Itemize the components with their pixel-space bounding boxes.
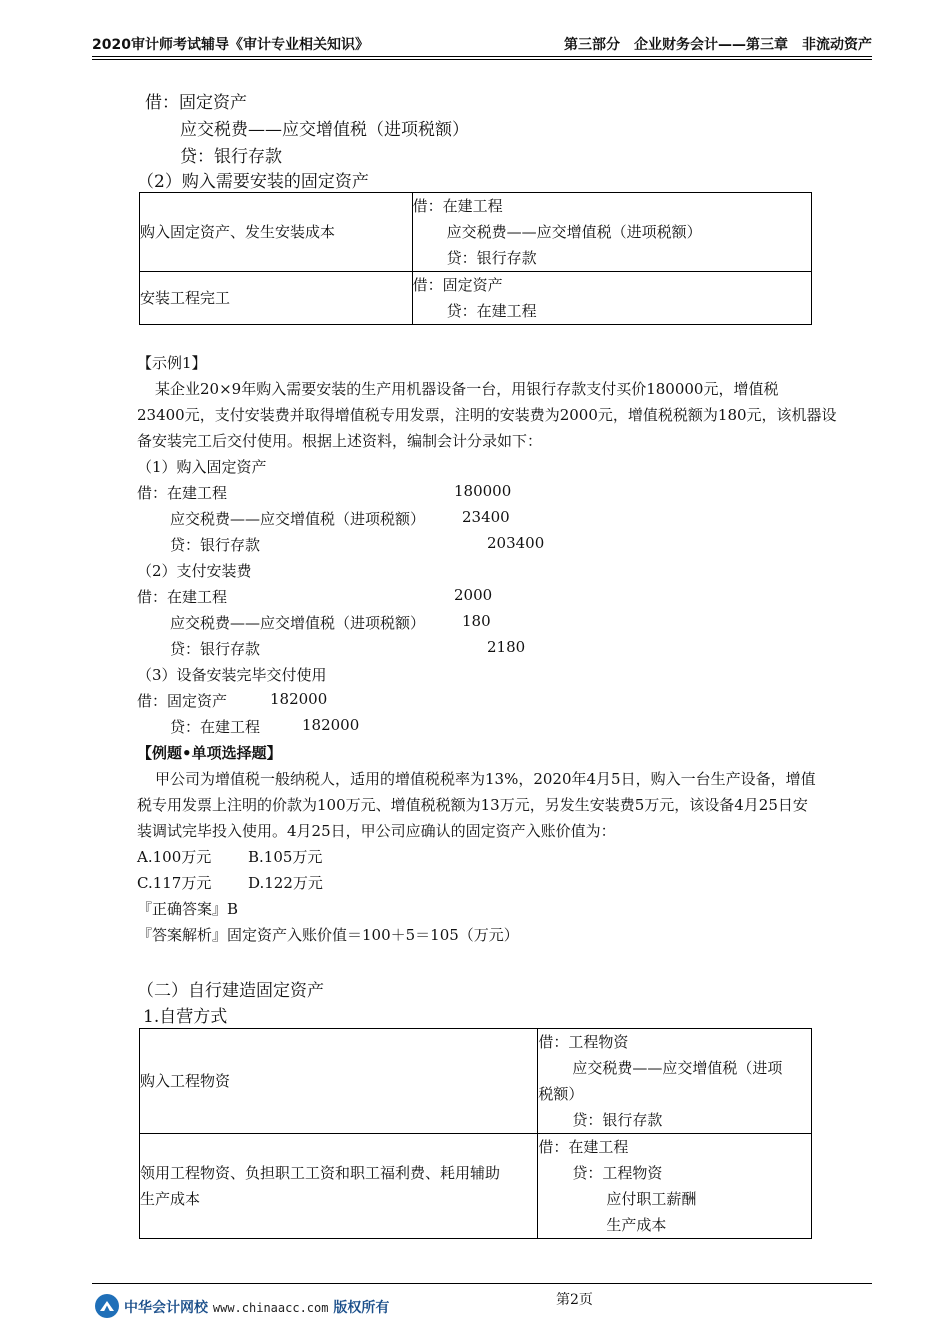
footer-url[interactable]: www.chinaacc.com (212, 1301, 329, 1315)
subsection-self-operated: 1.自营方式 (143, 1007, 228, 1027)
table-cell-right: 借：工程物资 应交税费——应交增值税（进项 税额） 贷：银行存款 (538, 1029, 812, 1134)
question-paragraph-2: 税专用发票上注明的价款为100万元、增值税税额为13万元，另发生安装费5万元，该设备4月25日安 (137, 796, 808, 814)
example-paragraph-3: 备安装完工后交付使用。根据上述资料，编制会计分录如下： (137, 432, 543, 450)
entry-credit-bank: 贷：银行存款 (180, 147, 282, 167)
header-left: 2020审计师考试辅导《审计专业相关知识》 (92, 37, 369, 53)
step-2-debit: 借：在建工程 (137, 588, 228, 606)
footer-rule (92, 1283, 872, 1284)
example-paragraph-2: 23400元，支付安装费并取得增值税专用发票，注明的安装费为2000元，增值税税额为180元，该机器设 (137, 406, 837, 424)
section-title-self-construct: （二）自行建造固定资产 (137, 981, 324, 1001)
step-3-title: （3）设备安装完毕交付使用 (137, 666, 327, 684)
header-rule-thin (92, 59, 872, 60)
question-paragraph-3: 装调试完毕投入使用。4月25日，甲公司应确认的固定资产入账价值为： (137, 822, 616, 840)
step-3-debit-amount: 182000 (270, 690, 328, 708)
option-d: D.122万元 (248, 874, 323, 892)
step-1-debit: 借：在建工程 (137, 484, 228, 502)
step-3-credit: 贷：在建工程 (170, 718, 261, 736)
correct-answer: 『正确答案』B (137, 900, 239, 918)
self-construct-entries-table (139, 1028, 812, 1239)
table-cell-right: 借：固定资产 贷：在建工程 (412, 272, 811, 325)
install-entries-table (139, 192, 812, 325)
option-b: B.105万元 (248, 848, 323, 866)
footer-brand-name: 中华会计网校 (124, 1300, 208, 1316)
step-2-credit-amount: 2180 (487, 638, 526, 656)
table-cell-left: 安装工程完工 (140, 272, 413, 325)
option-c: C.117万元 (137, 874, 212, 892)
step-3-credit-amount: 182000 (302, 716, 360, 734)
table-cell-right: 借：在建工程 贷：工程物资 应付职工薪酬 生产成本 (538, 1134, 812, 1239)
step-1-vat-amount: 23400 (462, 508, 510, 526)
step-2-vat: 应交税费——应交增值税（进项税额） (170, 614, 426, 632)
step-1-vat: 应交税费——应交增值税（进项税额） (170, 510, 426, 528)
section-title-install: （2）购入需要安装的固定资产 (137, 172, 369, 192)
table-cell-left: 购入工程物资 (140, 1029, 538, 1134)
header-right: 第三部分 企业财务会计——第三章 非流动资产 (564, 37, 872, 53)
footer-brand (124, 1297, 389, 1317)
step-2-debit-amount: 2000 (454, 586, 493, 604)
example-paragraph-1: 某企业20×9年购入需要安装的生产用机器设备一台，用银行存款支付买价180000元，增值税 (155, 380, 779, 398)
table-cell-right: 借：在建工程 应交税费——应交增值税（进项税额） 贷：银行存款 (412, 193, 811, 272)
chinaacc-logo-icon (95, 1294, 119, 1318)
header-rule (92, 56, 872, 57)
example-title: 【示例1】 (137, 354, 207, 372)
table-row (140, 272, 812, 325)
step-1-title: （1）购入固定资产 (137, 458, 267, 476)
table-cell-left: 领用工程物资、负担职工工资和职工福利费、耗用辅助 生产成本 (140, 1134, 538, 1239)
step-2-credit: 贷：银行存款 (170, 640, 261, 658)
step-1-credit-amount: 203400 (487, 534, 545, 552)
table-row (140, 1029, 812, 1134)
table-row (140, 1134, 812, 1239)
step-3-debit: 借：固定资产 (137, 692, 228, 710)
table-row (140, 193, 812, 272)
option-a: A.100万元 (137, 848, 212, 866)
question-paragraph-1: 甲公司为增值税一般纳税人，适用的增值税税率为13%，2020年4月5日，购入一台生产设备，增值 (155, 770, 816, 788)
step-1-debit-amount: 180000 (454, 482, 512, 500)
footer-rights: 版权所有 (333, 1300, 390, 1316)
step-2-vat-amount: 180 (462, 612, 491, 630)
table-cell-left: 购入固定资产、发生安装成本 (140, 193, 413, 272)
step-1-credit: 贷：银行存款 (170, 536, 261, 554)
entry-debit-fixed-asset: 借：固定资产 (145, 93, 247, 113)
question-title: 【例题•单项选择题】 (137, 744, 282, 762)
answer-analysis: 『答案解析』固定资产入账价值＝100＋5＝105（万元） (137, 926, 519, 944)
entry-vat-input: 应交税费——应交增值税（进项税额） (180, 120, 469, 140)
page-number: 第2页 (556, 1292, 593, 1308)
step-2-title: （2）支付安装费 (137, 562, 252, 580)
